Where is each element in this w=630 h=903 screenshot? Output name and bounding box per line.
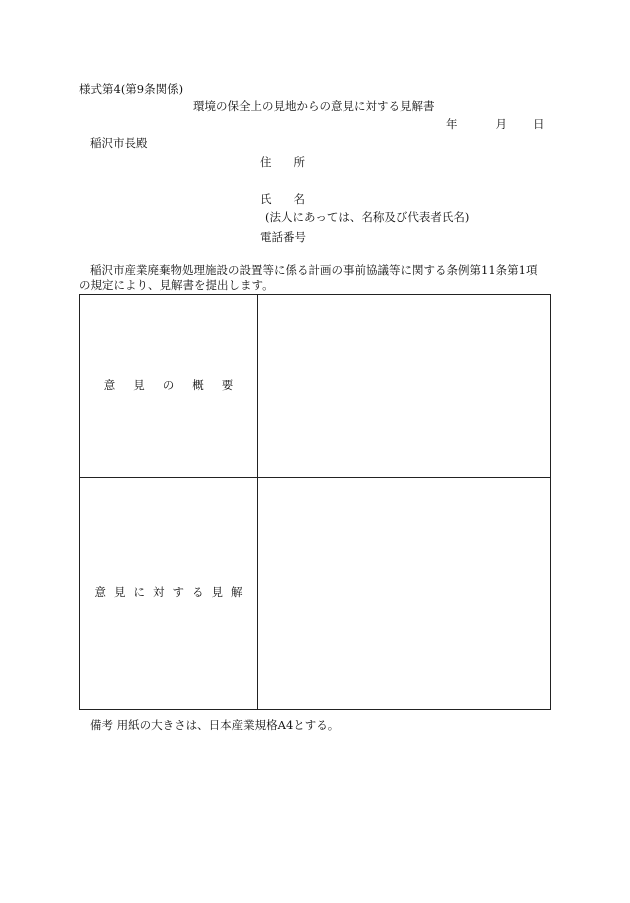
- label-char: 意: [103, 378, 116, 392]
- opinion-summary-field[interactable]: [258, 295, 550, 477]
- form-number: 様式第4(第9条関係): [79, 82, 184, 96]
- remark: 備考 用紙の大きさは、日本産業規格A4とする。: [90, 718, 340, 732]
- name-label: 氏名: [260, 192, 327, 206]
- opinion-summary-label: [80, 380, 257, 392]
- applicant-name-row: [260, 194, 327, 206]
- body-text-line-1: 稲沢市産業廃棄物処理施設の設置等に係る計画の事前協議等に関する条例第11条第1項: [90, 263, 538, 277]
- label-char: 要: [221, 378, 234, 392]
- address-label: 住所: [260, 155, 327, 169]
- label-char: 見: [133, 378, 145, 392]
- addressee: 稲沢市長殿: [90, 136, 148, 150]
- name-note: (法人にあっては、名称及び代表者氏名): [265, 210, 470, 224]
- date-year: 年: [446, 117, 458, 131]
- date-line: [446, 119, 545, 131]
- response-label: [80, 587, 257, 599]
- phone-label: 電話番号: [260, 230, 306, 244]
- date-day: 日: [533, 117, 545, 131]
- label-char: 概: [192, 378, 204, 392]
- label-char: 見: [211, 585, 223, 599]
- body-text-line-2: の規定により、見解書を提出します。: [79, 278, 274, 292]
- label-char: 意: [94, 585, 106, 599]
- label-char: に: [133, 585, 145, 599]
- label-char: 対: [153, 585, 165, 599]
- label-char: 解: [231, 585, 243, 599]
- opinion-table: [79, 294, 551, 710]
- label-char: 見: [114, 585, 126, 599]
- document-title: 環境の保全上の見地からの意見に対する見解書: [193, 99, 435, 113]
- date-month: 月: [495, 117, 507, 131]
- label-char: の: [162, 378, 175, 392]
- label-char: す: [172, 585, 184, 599]
- applicant-address-row: [260, 157, 327, 169]
- label-char: る: [192, 585, 204, 599]
- response-field[interactable]: [258, 478, 550, 709]
